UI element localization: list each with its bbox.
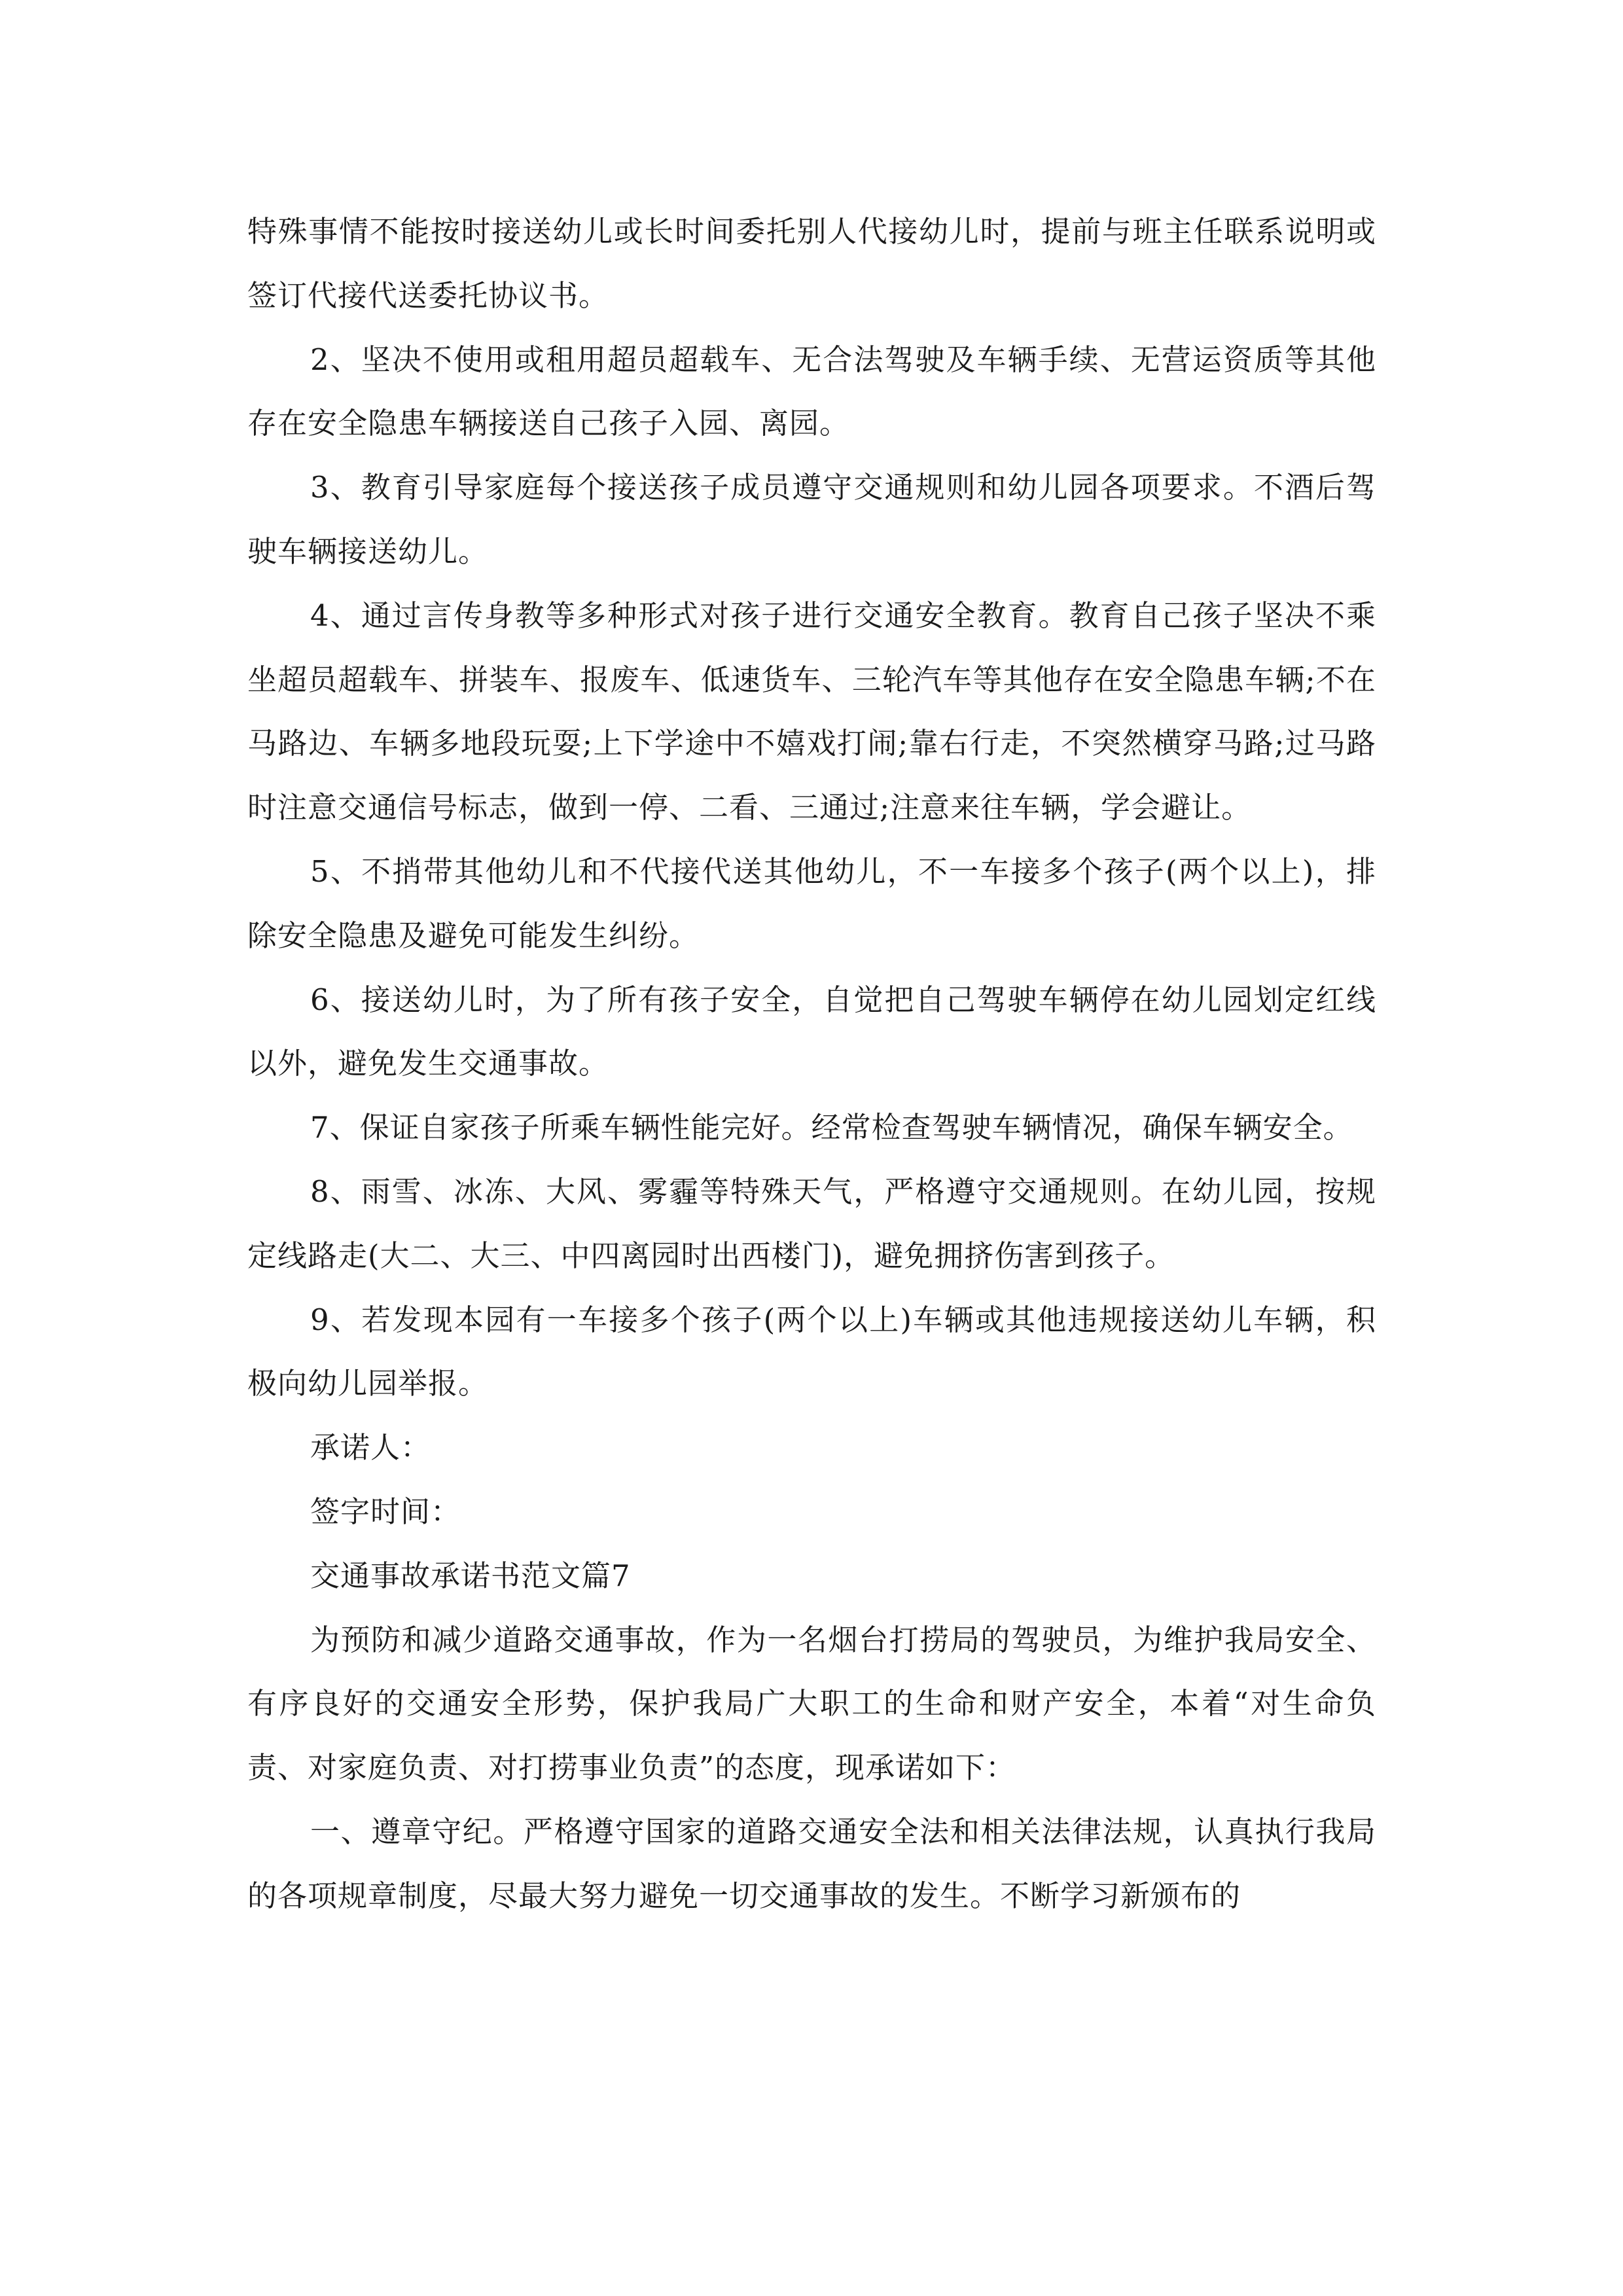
paragraph-item-3: 3、教育引导家庭每个接送孩子成员遵守交通规则和幼儿园各项要求。不酒后驾驶车辆接送幼儿。: [247, 470, 1376, 569]
document-body: [247, 200, 1376, 1928]
paragraph-item-7: 7、保证自家孩子所乘车辆性能完好。经常检查驾驶车辆情况，确保车辆安全。: [310, 1110, 1353, 1145]
paragraph-item-2: 2、坚决不使用或租用超员超载车、无合法驾驶及车辆手续、无营运资质等其他存在安全隐患车辆接送自己孩子入园、离园。: [247, 342, 1376, 441]
section-title: 交通事故承诺书范文篇7: [310, 1558, 631, 1593]
paragraph-item-4: 4、通过言传身教等多种形式对孩子进行交通安全教育。教育自己孩子坚决不乘坐超员超载车、拼装车、报废车、低速货车、三轮汽车等其他存在安全隐患车辆;不在马路边、车辆多地段玩耍;上下学途中不嬉戏打闹;靠右行走，不突然横穿马路;过马路时注意交通信号标志，做到一停、二看、三通过;注意来往车辆，学会避让。: [247, 598, 1376, 825]
paragraph-point-1: 一、遵章守纪。严格遵守国家的道路交通安全法和相关法律法规，认真执行我局的各项规章制度，尽最大努力避免一切交通事故的发生。不断学习新颁布的: [247, 1814, 1376, 1913]
paragraph-intro: 为预防和减少道路交通事故，作为一名烟台打捞局的驾驶员，为维护我局安全、有序良好的交通安全形势，保护我局广大职工的生命和财产安全，本着“对生命负责、对家庭负责、对打捞事业负责”的态度，现承诺如下：: [247, 1622, 1376, 1785]
paragraph-item-9: 9、若发现本园有一车接多个孩子(两个以上)车辆或其他违规接送幼儿车辆，积极向幼儿园举报。: [247, 1302, 1376, 1401]
paragraph-continuation: 特殊事情不能按时接送幼儿或长时间委托别人代接幼儿时，提前与班主任联系说明或签订代接代送委托协议书。: [247, 214, 1376, 313]
signature-date-label: 签字时间：: [310, 1494, 461, 1529]
signer-label: 承诺人：: [310, 1430, 431, 1465]
paragraph-item-8: 8、雨雪、冰冻、大风、雾霾等特殊天气，严格遵守交通规则。在幼儿园，按规定线路走(大二、大三、中四离园时出西楼门)，避免拥挤伤害到孩子。: [247, 1174, 1376, 1273]
paragraph-item-5: 5、不捎带其他幼儿和不代接代送其他幼儿，不一车接多个孩子(两个以上)，排除安全隐患及避免可能发生纠纷。: [247, 853, 1376, 953]
paragraph-item-6: 6、接送幼儿时，为了所有孩子安全，自觉把自己驾驶车辆停在幼儿园划定红线以外，避免发生交通事故。: [247, 982, 1376, 1081]
